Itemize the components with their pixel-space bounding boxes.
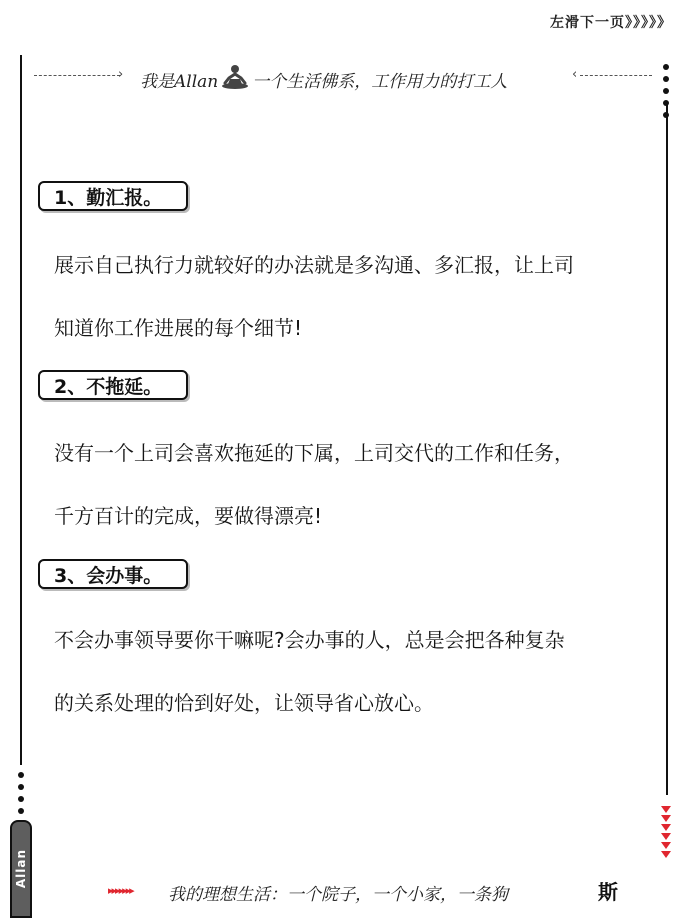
side-tab-label: Allan	[14, 849, 28, 889]
swipe-hint[interactable]: 左滑下一页》》》》》	[550, 15, 672, 31]
side-tab[interactable]	[10, 820, 32, 918]
section-3-line-1: 不会办事领导要你干嘛呢?会办事的人，总是会把各种复杂	[54, 628, 565, 652]
bottom-left-dots	[18, 772, 24, 826]
header	[140, 64, 507, 95]
section-1-line-1: 展示自己执行力就较好的办法就是多沟通、多汇报，让上司	[54, 253, 574, 277]
header-dashed-right	[580, 75, 652, 76]
left-rail	[20, 55, 22, 765]
section-2-line-1: 没有一个上司会喜欢拖延的下属，上司交代的工作和任务，	[54, 441, 574, 465]
meditation-person-icon	[220, 64, 250, 95]
footer-text: 我的理想生活：一个院子，一个小家，一条狗	[168, 885, 508, 905]
red-arrow-icon: ▸▸▸▸▸▸▸	[108, 884, 133, 897]
red-triangle-icon	[661, 806, 671, 858]
section-2-line-2: 千方百计的完成，要做得漂亮!	[54, 504, 323, 528]
arrow-left-icon: ‹	[572, 67, 578, 82]
section-3-line-2: 的关系处理的恰到好处，让领导省心放心。	[54, 691, 434, 715]
footer-tail: 斯	[598, 880, 618, 904]
section-2-title: 2、不拖延。	[38, 370, 188, 400]
section-3-title: 3、会办事。	[38, 559, 188, 589]
section-1-title: 1、勤汇报。	[38, 181, 188, 211]
right-rail	[666, 105, 668, 795]
header-dashed-left	[34, 75, 120, 76]
arrow-right-icon: ›	[118, 67, 124, 82]
tagline: 一个生活佛系，工作用力的打工人	[252, 72, 508, 92]
section-1-line-2: 知道你工作进展的每个细节!	[54, 316, 303, 340]
author-name: 我是Allan	[140, 72, 219, 92]
top-right-dots	[663, 64, 669, 118]
